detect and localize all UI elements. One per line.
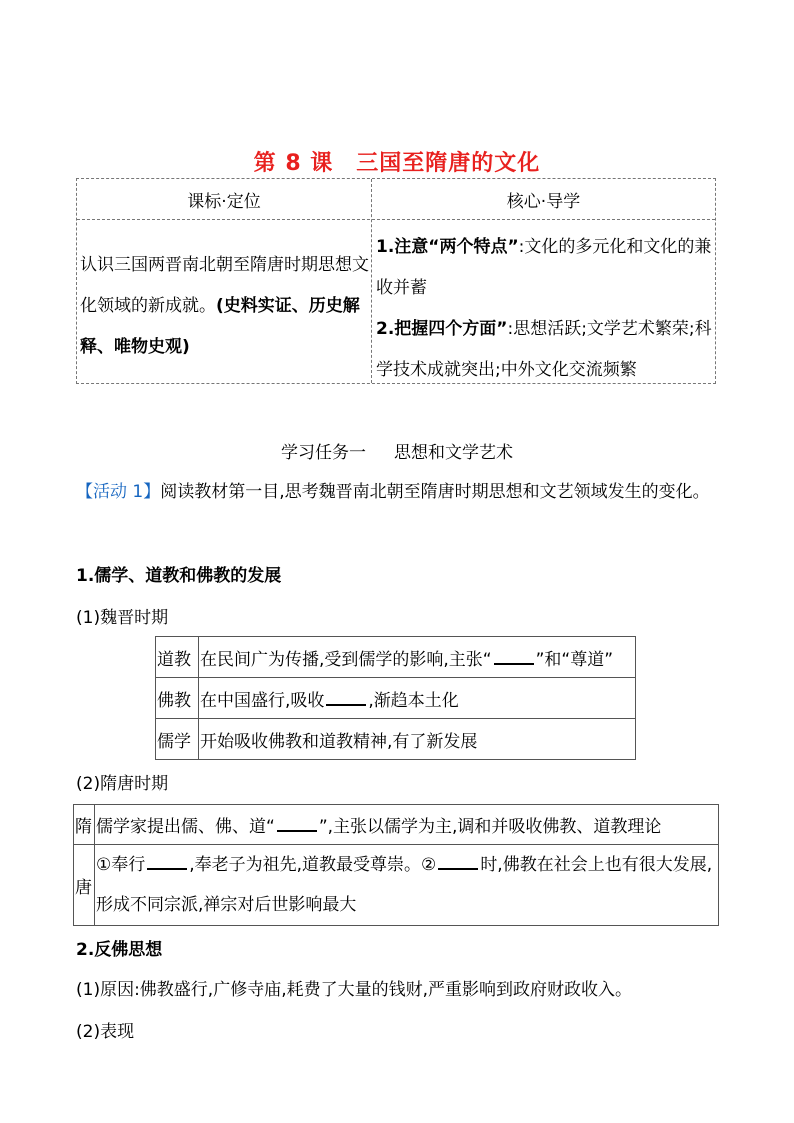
heading-anti-buddhism: 2.反佛思想	[76, 940, 163, 960]
table-row	[156, 678, 636, 719]
guide-item-1-text: :文化的多元化和文化的兼收并蓄	[376, 237, 712, 298]
guide-item-1-title: 1.注意“两个特点”	[376, 237, 519, 257]
row-label: 佛教	[156, 678, 199, 719]
row-text: ,奉老子为祖先,道教最受尊崇。②	[189, 855, 437, 875]
page-title: 第 8 课 三国至隋唐的文化	[253, 151, 541, 176]
course-standard-text: 认识三国两晋南北朝至隋唐时期思想文化领域的新成就。	[80, 255, 369, 316]
row-content	[95, 845, 719, 926]
fill-blank[interactable]	[438, 854, 478, 870]
core-guide-cell	[376, 227, 716, 391]
table-row	[74, 805, 719, 845]
subheading-suitang: (2)隋唐时期	[76, 774, 169, 794]
table-row	[156, 719, 636, 760]
row-text: 时,佛教在社会上也有很大发展,形成不同宗派,禅宗对后世影响最大	[96, 855, 713, 915]
row-text: 在民间广为传播,受到儒学的影响,主张“	[200, 649, 492, 670]
fill-blank[interactable]	[326, 690, 366, 706]
subheading-weijin: (1)魏晋时期	[76, 608, 169, 628]
header-divider	[77, 219, 715, 220]
weijin-table	[155, 636, 636, 760]
section-title: 思想和文学艺术	[394, 443, 513, 463]
subheading-manifestation: (2)表现	[76, 1022, 135, 1042]
row-content	[199, 637, 636, 678]
row-label: 儒学	[156, 719, 199, 760]
fill-blank[interactable]	[277, 816, 317, 832]
section-heading	[0, 438, 794, 463]
fill-blank[interactable]	[494, 649, 534, 665]
row-label: 道教	[156, 637, 199, 678]
table-row	[74, 845, 719, 926]
row-text: 在中国盛行,吸收	[200, 690, 325, 711]
row-content	[95, 805, 719, 845]
activity-tag: 【活动 1】	[76, 482, 161, 502]
section-label: 学习任务一	[281, 443, 366, 463]
course-standard-cell	[80, 245, 370, 368]
fill-blank[interactable]	[147, 854, 187, 870]
row-content	[199, 678, 636, 719]
intro-table	[76, 178, 716, 384]
row-text: ①奉行	[96, 855, 146, 875]
row-content: 开始吸收佛教和道教精神,有了新发展	[199, 719, 636, 760]
header-core-guide: 核心·导学	[506, 192, 581, 212]
row-text: 儒学家提出儒、佛、道“	[96, 817, 275, 837]
row-text: ”,主张以儒学为主,调和并吸收佛教、道教理论	[318, 817, 662, 837]
reason-text: (1)原因:佛教盛行,广修寺庙,耗费了大量的钱财,严重影响到政府财政收入。	[76, 980, 633, 1000]
row-label: 唐	[74, 845, 95, 926]
suitang-table	[73, 804, 719, 926]
activity-paragraph	[76, 472, 716, 513]
row-label: 隋	[74, 805, 95, 845]
heading-confucianism-taoism-buddhism: 1.儒学、道教和佛教的发展	[76, 566, 282, 586]
activity-text: 阅读教材第一目,思考魏晋南北朝至隋唐时期思想和文艺领域发生的变化。	[160, 482, 710, 502]
guide-item-2-title: 2.把握四个方面”	[376, 319, 508, 339]
row-text: ,渐趋本土化	[368, 690, 459, 711]
row-text: ”和“尊道”	[535, 649, 614, 670]
competency-list: (史料实证、历史解释、唯物史观)	[80, 296, 360, 357]
header-course-standard: 课标·定位	[187, 192, 261, 212]
table-row	[156, 637, 636, 678]
guide-item-2-text: :思想活跃;文学艺术繁荣;科学技术成就突出;中外文化交流频繁	[376, 319, 712, 380]
